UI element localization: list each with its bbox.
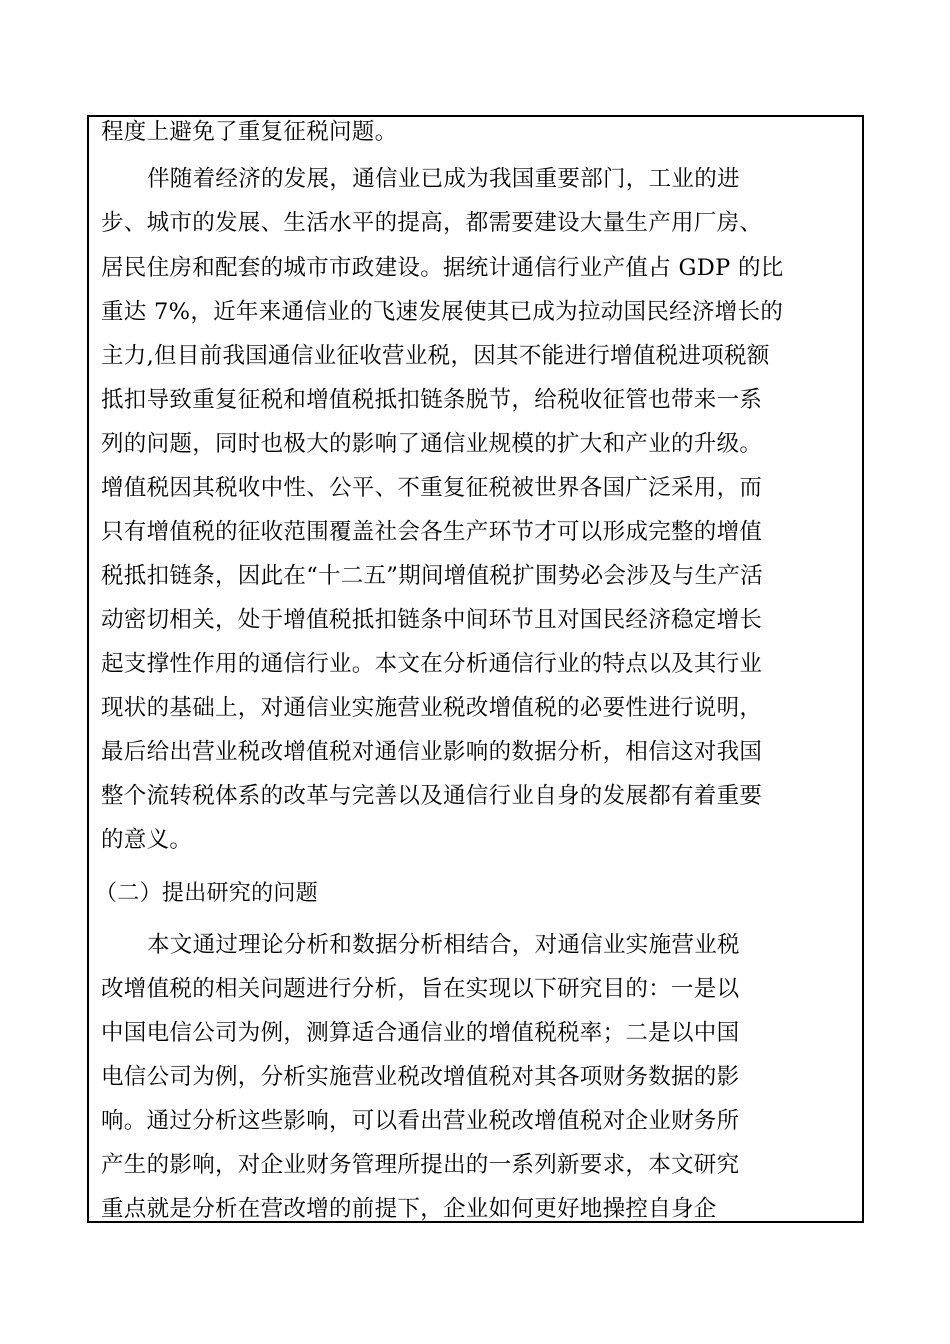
text-line: 起支撑性作用的通信行业。本文在分析通信行业的特点以及其行业 xyxy=(101,651,763,677)
text-line: 抵扣导致重复征税和增值税抵扣链条脱节，给税收征管也带来一系 xyxy=(101,387,763,413)
text-line: 税抵扣链条，因此在“十二五”期间增值税扩围势必会涉及与生产活 xyxy=(101,563,764,589)
document-frame xyxy=(87,115,864,1223)
text-line: 的意义。 xyxy=(101,827,193,853)
text-line: 最后给出营业税改增值税对通信业影响的数据分析，相信这对我国 xyxy=(101,739,763,765)
text-line: 程度上避免了重复征税问题。 xyxy=(101,119,398,145)
section-heading: （二）提出研究的问题 xyxy=(95,881,319,906)
text-line: 整个流转税体系的改革与完善以及通信行业自身的发展都有着重要 xyxy=(101,783,763,809)
text-line: 步、城市的发展、生活水平的提高，都需要建设大量生产用厂房、 xyxy=(101,210,763,236)
text-line: 只有增值税的征收范围覆盖社会各生产环节才可以形成完整的增值 xyxy=(101,519,763,545)
text-line: 增值税因其税收中性、公平、不重复征税被世界各国广泛采用，而 xyxy=(101,475,763,501)
text-line: 居民住房和配套的城市市政建设。据统计通信行业产值占 GDP 的比 xyxy=(101,255,784,281)
text-line: 重点就是分析在营改增的前提下，企业如何更好地操控自身企 xyxy=(101,1196,717,1222)
text-line: 动密切相关，处于增值税抵扣链条中间环节且对国民经济稳定增长 xyxy=(101,607,763,633)
text-line: 产生的影响，对企业财务管理所提出的一系列新要求，本文研究 xyxy=(101,1152,740,1178)
text-line: 列的问题，同时也极大的影响了通信业规模的扩大和产业的升级。 xyxy=(101,431,763,457)
text-line: 现状的基础上，对通信业实施营业税改增值税的必要性进行说明， xyxy=(101,695,763,721)
text-line: 电信公司为例，分析实施营业税改增值税对其各项财务数据的影 xyxy=(101,1064,740,1090)
text-line: 本文通过理论分析和数据分析相结合，对通信业实施营业税 xyxy=(147,932,740,958)
text-line: 重达 7%，近年来通信业的飞速发展使其已成为拉动国民经济增长的 xyxy=(101,299,784,325)
text-line: 主力,但目前我国通信业征收营业税，因其不能进行增值税进项税额 xyxy=(101,343,770,369)
text-line: 响。通过分析这些影响，可以看出营业税改增值税对企业财务所 xyxy=(101,1108,740,1134)
text-line: 改增值税的相关问题进行分析，旨在实现以下研究目的：一是以 xyxy=(101,976,740,1002)
text-line: 伴随着经济的发展，通信业已成为我国重要部门，工业的进 xyxy=(147,166,740,192)
text-line: 中国电信公司为例，测算适合通信业的增值税税率；二是以中国 xyxy=(101,1020,740,1046)
